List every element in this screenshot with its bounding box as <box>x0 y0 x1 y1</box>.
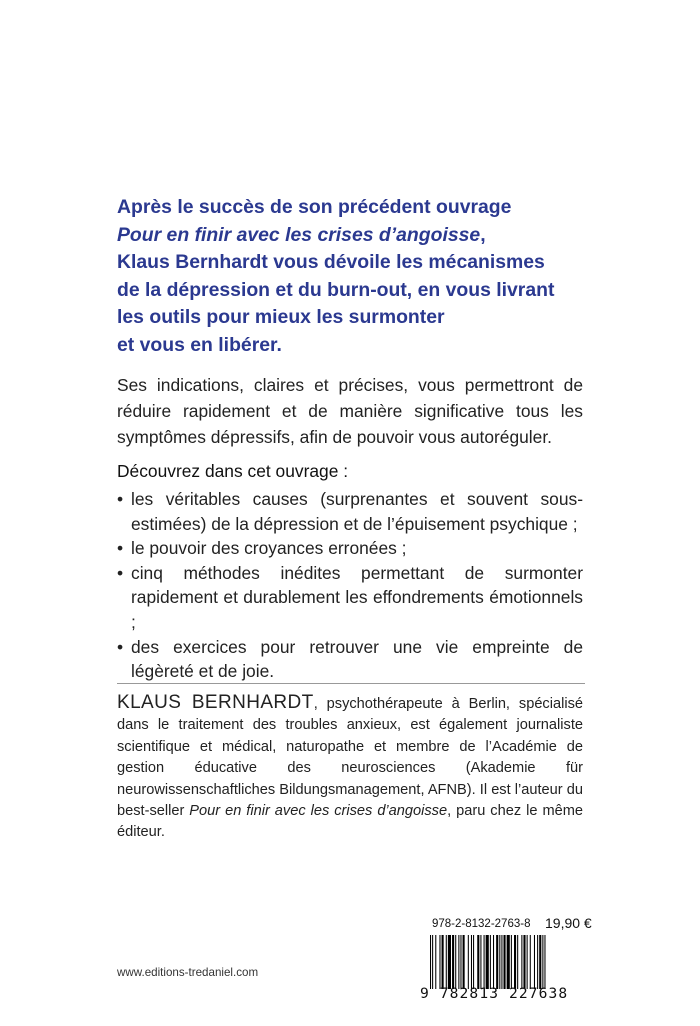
section-divider <box>117 683 585 684</box>
bullet-icon: • <box>117 538 124 559</box>
isbn-number: 978-2-8132-2763-8 <box>432 918 531 930</box>
list-item <box>117 536 583 561</box>
discover-list <box>117 487 583 684</box>
intro-block <box>117 194 597 360</box>
barcode-icon <box>428 935 588 989</box>
publisher-website: www.editions-tredaniel.com <box>117 966 259 979</box>
intro-title-comma: , <box>480 223 486 246</box>
intro-line-3: Klaus Bernhardt vous dévoile les mécanismes <box>117 251 545 274</box>
author-name: KLAUS BERNHARDT <box>117 692 314 713</box>
bullet-icon: • <box>117 636 124 657</box>
intro-book-title: Pour en finir avec les crises d’angoisse <box>117 223 481 246</box>
intro-line-6: et vous en libérer. <box>117 333 282 356</box>
bullet-icon: • <box>117 489 124 509</box>
list-item-text: cinq méthodes inédites permettant de surmonter rapidement et durablement les effondrements émotionnels ; <box>131 562 583 632</box>
list-item-text: des exercices pour retrouver une vie empreinte de légèreté et de joie. <box>131 636 583 682</box>
list-item-text: le pouvoir des croyances erronées ; <box>131 538 407 559</box>
bio-text-1: , psychothérapeute à Berlin, spécialisé dans le traitement des troubles anxieux, est également journaliste scientifique et médical, naturopathe et membre de l’Académie de gestion éducative des neurosciences (Akademie für neurowissenschaftliches Bildungsmanagement, AFNB). Il est l’auteur du best-seller <box>117 696 583 820</box>
discover-heading: Découvrez dans cet ouvrage : <box>117 461 349 481</box>
bio-book-title: Pour en finir avec les crises d’angoisse <box>189 803 448 820</box>
author-bio <box>117 692 583 844</box>
intro-line-1: Après le succès de son précédent ouvrage <box>117 196 512 218</box>
bio-text-2: , paru chez le même éditeur. <box>117 803 583 841</box>
intro-line-2 <box>117 222 597 250</box>
bullet-icon: • <box>117 562 124 583</box>
price-label: 19,90 € <box>545 915 592 931</box>
intro-line-5: les outils pour mieux les surmonter <box>117 306 445 329</box>
list-item <box>117 487 583 536</box>
list-item <box>117 561 583 635</box>
barcode-digits: 9 782813 227638 <box>420 985 569 1002</box>
description-paragraph: Ses indications, claires et précises, vous permettront de réduire rapidement et de manière significative tous les symptômes dépressifs, afin de pouvoir vous autoréguler. <box>117 375 583 447</box>
intro-line-4: de la dépression et du burn-out, en vous livrant <box>117 278 555 301</box>
list-item-text: les véritables causes (surprenantes et souvent sous-estimées) de la dépression et de l’épuisement psychique ; <box>131 489 583 534</box>
list-item <box>117 635 583 684</box>
